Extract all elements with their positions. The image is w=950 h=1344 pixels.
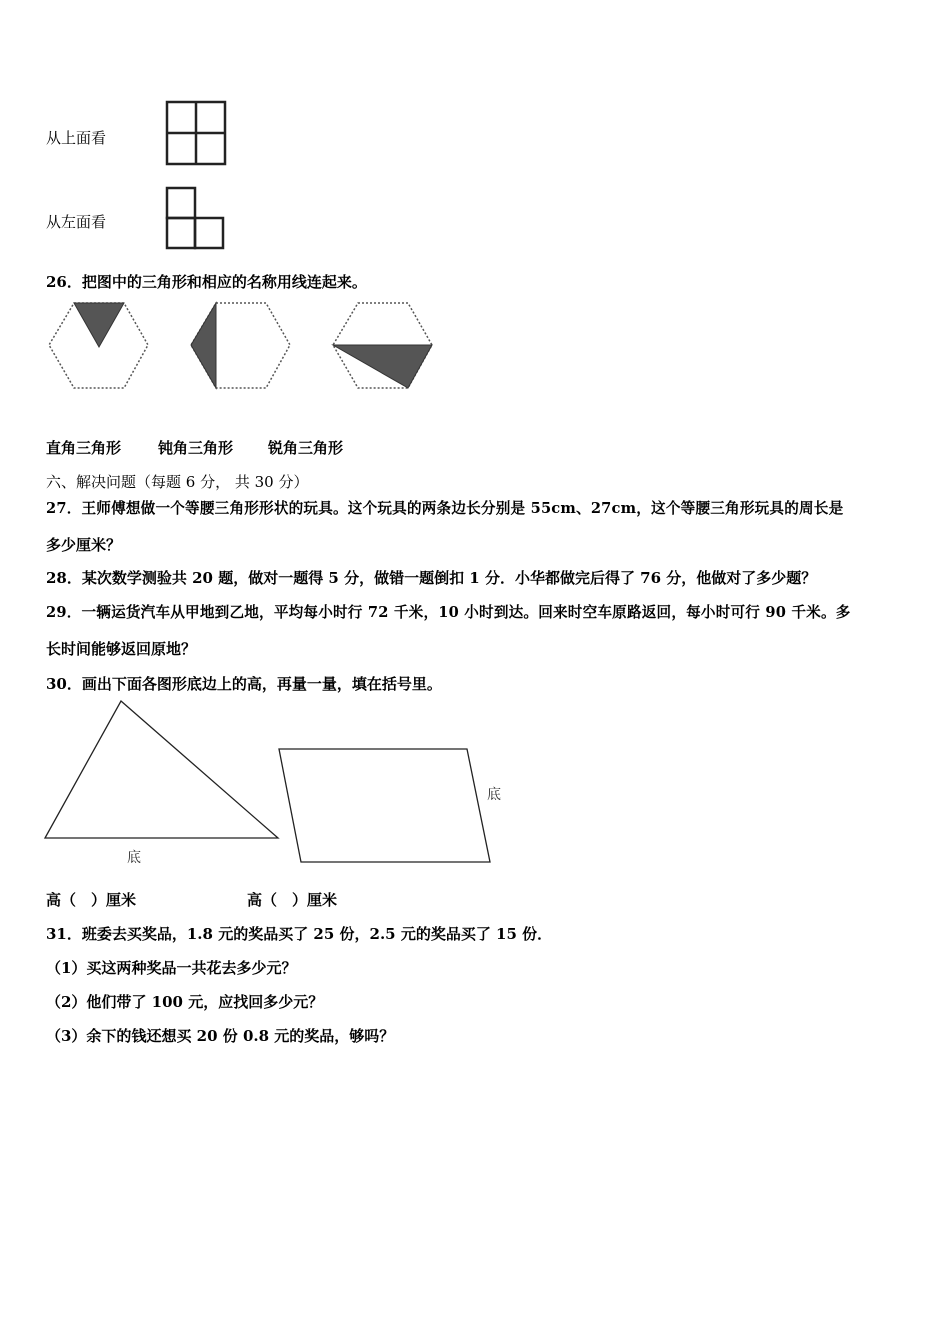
question-30: 30．画出下面各图形底边上的高，再量一量，填在括号里。 (46, 675, 442, 693)
answer-height-1: 高（ ）厘米 (46, 891, 137, 909)
question-29-line-1: 29．一辆运货汽车从甲地到乙地，平均每小时行 72 千米，10 小时到达。回来时空车原路返回，每小时可行 90 千米。多 (46, 604, 851, 621)
question-31: 31．班委去买奖品，1.8 元的奖品买了 25 份，2.5 元的奖品买了 15 份． (46, 925, 553, 943)
triangle-name-acute: 锐角三角形 (268, 439, 344, 457)
triangle-base-label: 底 (127, 850, 141, 866)
triangle-name-obtuse: 钝角三角形 (158, 439, 234, 457)
triangle-figure (40, 696, 286, 844)
parallelogram-base-label: 底 (487, 787, 501, 803)
parallelogram-figure (274, 744, 496, 868)
answer-height-2: 高（ ）厘米 (247, 891, 338, 909)
top-view-figure (162, 98, 230, 168)
left-view-figure (162, 184, 228, 254)
section-6-title: 六、解决问题（每题 6 分， 共 30 分） (46, 473, 309, 491)
question-31-sub-2: （2）他们带了 100 元，应找回多少元？ (46, 993, 324, 1011)
question-27-line-1: 27．王师傅想做一个等腰三角形形状的玩具。这个玩具的两条边长分别是 55cm、27cm，这个等腰三角形玩具的周长是 (46, 500, 844, 517)
question-28: 28．某次数学测验共 20 题，做对一题得 5 分，做错一题倒扣 1 分．小华都做完后得了 76 分，他做对了多少题？ (46, 569, 817, 587)
top-view-label: 从上面看 (46, 129, 107, 147)
question-31-sub-3: （3）余下的钱还想买 20 份 0.8 元的奖品，够吗？ (46, 1027, 395, 1045)
question-31-sub-1: （1）买这两种奖品一共花去多少元？ (46, 959, 297, 977)
left-view-label: 从左面看 (46, 213, 107, 231)
question-29-line-2: 长时间能够返回原地？ (46, 640, 197, 658)
hexagon-figure-1 (44, 298, 154, 394)
question-27-line-2: 多少厘米？ (46, 536, 122, 554)
hexagon-figure-2 (186, 298, 296, 394)
hexagon-figure-3 (328, 298, 438, 394)
question-26: 26．把图中的三角形和相应的名称用线连起来。 (46, 273, 367, 291)
triangle-name-right: 直角三角形 (46, 439, 122, 457)
